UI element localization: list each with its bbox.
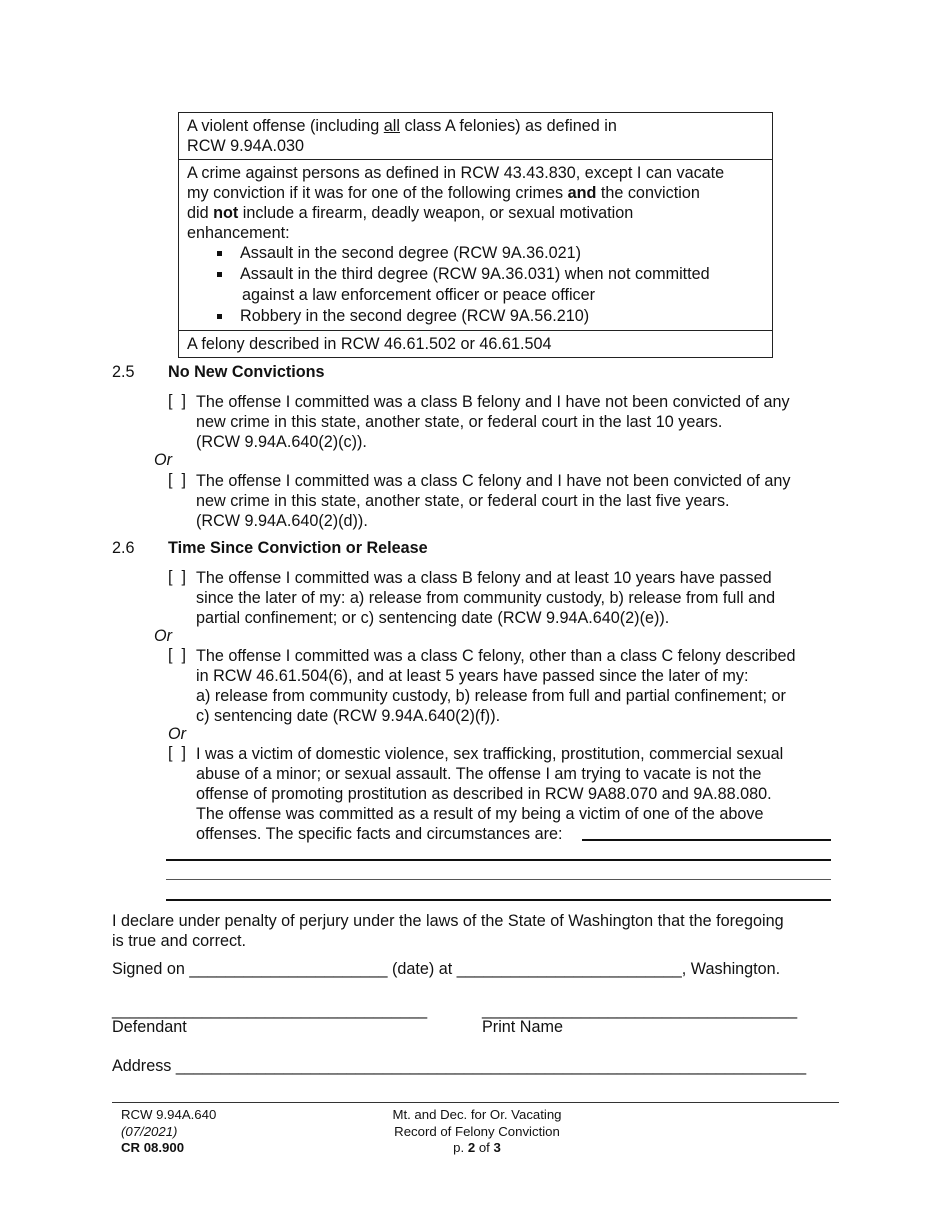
section-number: 2.5 <box>112 363 135 381</box>
signed-on-field[interactable]: Signed on ______________________ (date) at _________________________, Washington. <box>112 960 781 978</box>
option-line: I was a victim of domestic violence, sex trafficking, prostitution, commercial sexual <box>196 745 784 763</box>
option-line: (RCW 9.94A.640(2)(c)). <box>196 433 367 451</box>
bullet-text-continued: against a law enforcement officer or peace officer <box>242 286 596 304</box>
option-line: offenses. The specific facts and circumstances are: <box>196 825 563 843</box>
section-number: 2.6 <box>112 539 135 557</box>
declaration-line: is true and correct. <box>112 932 247 950</box>
option-line: a) release from community custody, b) release from full and partial confinement; or <box>196 687 786 705</box>
bullet-text: Robbery in the second degree (RCW 9A.56.210) <box>240 307 590 325</box>
page-number <box>342 1140 612 1157</box>
footer-statute: RCW 9.94A.640 <box>121 1107 217 1122</box>
checkbox-victim[interactable]: [ ] <box>168 744 186 762</box>
facts-input-line[interactable] <box>582 839 831 841</box>
declaration <box>112 911 784 951</box>
section-title: Time Since Conviction or Release <box>168 539 428 557</box>
option-text <box>196 744 783 844</box>
row2-bold-not: not <box>213 204 239 222</box>
row2-line3: did <box>187 204 214 222</box>
row1-line2: RCW 9.94A.030 <box>187 137 304 155</box>
option-line: new crime in this state, another state, or federal court in the last five years. <box>196 492 730 510</box>
checkbox-time-class-b[interactable]: [ ] <box>168 568 186 586</box>
page-prefix: p. <box>453 1140 468 1155</box>
option-line: new crime in this state, another state, or federal court in the last 10 years. <box>196 413 723 431</box>
row2-bold-and: and <box>567 184 597 202</box>
address-field[interactable]: Address ______________________________________________________________________ <box>112 1057 807 1075</box>
checkbox-no-new-convictions-b[interactable]: [ ] <box>168 392 186 410</box>
bullet-text: Assault in the second degree (RCW 9A.36.021) <box>240 244 582 262</box>
footer-form-number: CR 08.900 <box>121 1140 185 1155</box>
row2-line3-post: include a firearm, deadly weapon, or sexual motivation <box>238 204 634 222</box>
or-label: Or <box>154 627 172 645</box>
facts-input-line[interactable] <box>166 859 831 861</box>
page-of: of <box>475 1140 494 1155</box>
or-label: Or <box>168 725 186 743</box>
table-row <box>179 330 772 357</box>
page-footer <box>112 1102 839 1155</box>
row2-line2-post: the conviction <box>596 184 700 202</box>
defendant-signature-line[interactable]: ___________________________________ <box>112 1001 428 1019</box>
footer-title-line: Record of Felony Conviction <box>394 1123 560 1139</box>
option-line: abuse of a minor; or sexual assault. The offense I am trying to vacate is not the <box>196 765 762 783</box>
row2-line2: my conviction if it was for one of the following crimes <box>187 184 568 202</box>
or-label: Or <box>154 451 172 469</box>
option-line: in RCW 46.61.504(6), and at least 5 years have passed since the later of my: <box>196 667 749 685</box>
row1-text: A violent offense (including <box>187 117 384 135</box>
list-item <box>187 264 764 306</box>
option-line: offense of promoting prostitution as described in RCW 9A88.070 and 9A.88.080. <box>196 785 772 803</box>
table-row <box>179 159 772 330</box>
print-name-label: Print Name <box>482 1018 563 1036</box>
footer-left <box>121 1107 216 1157</box>
facts-input-line[interactable] <box>166 899 831 901</box>
row1-text-post: class A felonies) as defined in <box>399 117 617 135</box>
option-line: since the later of my: a) release from community custody, b) release from full and <box>196 589 776 607</box>
checkbox-time-class-c[interactable]: [ ] <box>168 646 186 664</box>
checkbox-no-new-convictions-c[interactable]: [ ] <box>168 471 186 489</box>
defendant-label: Defendant <box>112 1018 187 1036</box>
option-text <box>196 471 790 531</box>
option-line: The offense I committed was a class B felony and I have not been convicted of any <box>196 393 790 411</box>
bullet-square-icon <box>217 314 222 319</box>
row2-line4: enhancement: <box>187 224 290 242</box>
crime-list <box>187 243 764 327</box>
section-title: No New Convictions <box>168 363 325 381</box>
option-text <box>196 568 775 628</box>
bullet-text: Assault in the third degree (RCW 9A.36.031) when not committed <box>240 265 710 283</box>
row2-line1: A crime against persons as defined in RCW 43.43.830, except I can vacate <box>187 164 725 182</box>
total-pages: 3 <box>493 1140 501 1155</box>
list-item <box>187 243 764 264</box>
row3-text: A felony described in RCW 46.61.502 or 46.61.504 <box>187 335 552 353</box>
bullet-square-icon <box>217 251 222 256</box>
row1-underlined: all <box>383 117 400 135</box>
facts-input-line[interactable] <box>166 879 831 880</box>
option-line: c) sentencing date (RCW 9.94A.640(2)(f)). <box>196 707 501 725</box>
current-page: 2 <box>467 1140 476 1155</box>
option-text <box>196 646 796 726</box>
footer-title-line: Mt. and Dec. for Or. Vacating <box>392 1107 562 1122</box>
footer-center <box>342 1107 612 1157</box>
option-line: (RCW 9.94A.640(2)(d)). <box>196 512 368 530</box>
table-row <box>179 113 772 159</box>
option-line: The offense was committed as a result of my being a victim of one of the above <box>196 805 764 823</box>
option-line: partial confinement; or c) sentencing date (RCW 9.94A.640(2)(e)). <box>196 609 670 627</box>
footer-date: (07/2021) <box>121 1123 178 1139</box>
print-name-line[interactable]: ___________________________________ <box>482 1001 798 1019</box>
declaration-line: I declare under penalty of perjury under the laws of the State of Washington that the foregoing <box>112 912 784 930</box>
list-item <box>187 306 764 327</box>
option-line: The offense I committed was a class B felony and at least 10 years have passed <box>196 569 772 587</box>
option-line: The offense I committed was a class C felony and I have not been convicted of any <box>196 472 791 490</box>
option-line: The offense I committed was a class C felony, other than a class C felony described <box>196 647 796 665</box>
option-text <box>196 392 790 452</box>
offense-table <box>178 112 773 358</box>
bullet-square-icon <box>217 272 222 277</box>
